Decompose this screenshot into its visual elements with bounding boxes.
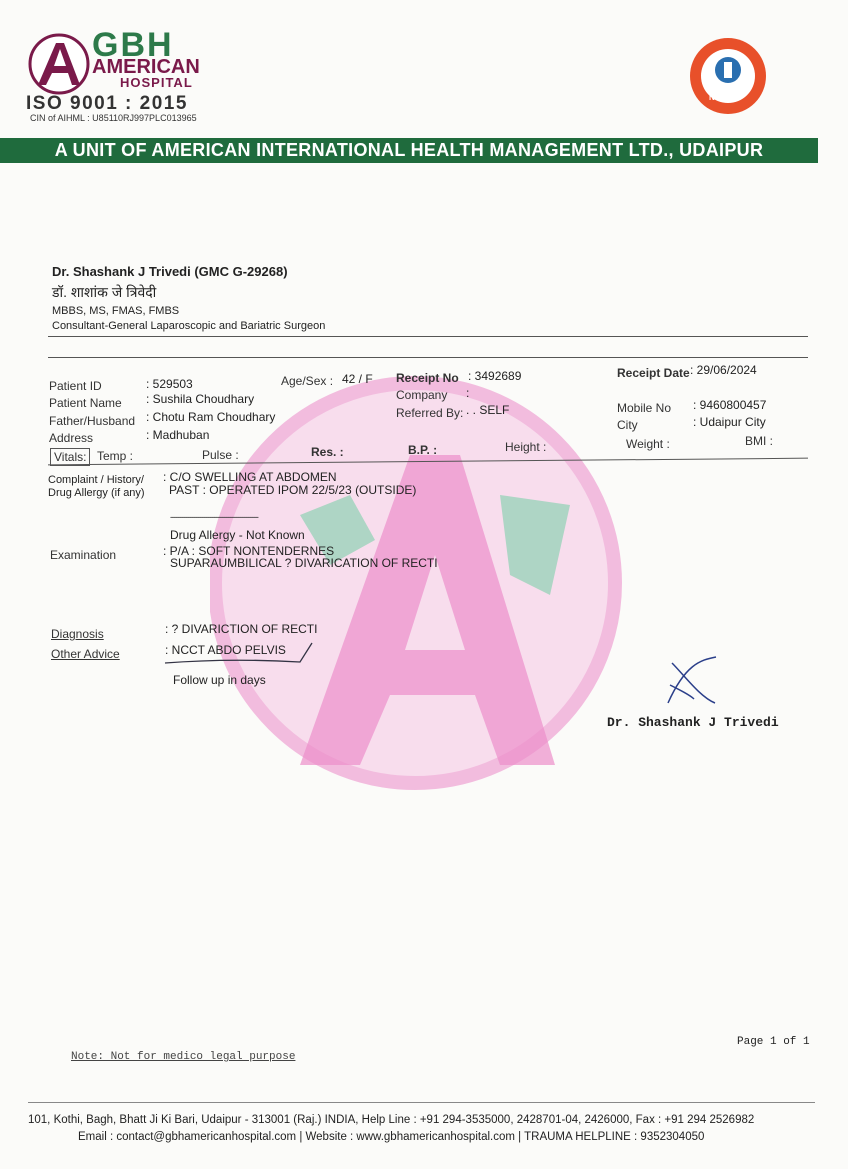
unit-banner: A UNIT OF AMERICAN INTERNATIONAL HEALTH MANAGEMENT LTD., UDAIPUR [0,138,818,163]
address-value: : Madhuban [146,428,210,442]
brand-american: AMERICAN [92,56,200,78]
divider-line [48,336,808,337]
advice-value: : NCCT ABDO PELVIS [165,643,286,657]
iso-certification: ISO 9001 : 2015 [26,93,188,114]
vitals-res: Res. : [311,445,344,459]
complaint-label: Complaint / History/ [48,474,144,486]
company-value: : [466,386,470,400]
footer-contact: Email : contact@gbhamericanhospital.com | Website : www.gbhamericanhospital.com | TRAUMA HELPLINE : 9352304050 [78,1131,705,1143]
divider-dashes: -------------------------------------------- [170,512,258,522]
doctor-name: Dr. Shashank J Trivedi (GMC G-29268) [52,264,288,279]
father-label: Father/Husband [49,414,136,428]
brand-hospital: HOSPITAL [120,75,193,90]
past-history-value: PAST : OPERATED IPOM 22/5/23 (OUTSIDE) [169,483,417,497]
note-text: Note: Not for medico legal purpose [71,1051,296,1063]
agesex-value: 42 / F [342,372,373,386]
examination-value: : P/A : SOFT NONTENDERNES [163,544,335,558]
referred-label: Referred By: [396,406,464,420]
watermark-globe-logo [210,365,630,805]
vitals-weight: Weight : [626,437,670,451]
receipt-date-value: : 29/06/2024 [690,363,757,377]
page-number: Page 1 of 1 [737,1036,810,1048]
receipt-date-label: Receipt Date [617,366,690,380]
advice-label: Other Advice [51,647,120,661]
patient-id-label: Patient ID [49,379,102,393]
mobile-value: : 9460800457 [693,398,767,412]
hospital-logo-icon [28,33,90,95]
examination-value-2: SUPARAUMBILICAL ? DIVARICATION OF RECTI [170,556,438,570]
patient-name-value: : Sushila Choudhary [146,392,255,406]
divider-line [48,357,808,358]
city-value: : Udaipur City [693,415,766,429]
patient-id-value: : 529503 [146,377,193,391]
diagnosis-value: : ? DIVARICTION OF RECTI [165,622,318,636]
cin-number: CIN of AIHML : U85110RJ997PLC013965 [30,113,197,123]
receipt-value: : 3492689 [468,369,522,383]
signature-scribble-icon [660,655,722,707]
vitals-label: Vitals: [50,448,90,466]
vitals-temp: Temp : [97,449,134,463]
vitals-pulse: Pulse : [202,448,239,462]
address-label: Address [49,431,94,445]
father-value: : Chotu Ram Choudhary [146,410,276,424]
vitals-height: Height : [505,440,547,454]
agesex-label: Age/Sex : [281,374,334,388]
doctor-name-hindi: डॉ. शाशांक जे त्रिवेदी [52,284,157,300]
complaint-value: : C/O SWELLING AT ABDOMEN [163,470,337,484]
mobile-label: Mobile No [617,401,672,415]
brand-gbh: GBH [92,26,174,64]
nabh-label: NABH [709,93,737,102]
followup-text: Follow up in days [173,673,266,687]
signature-doctor-name: Dr. Shashank J Trivedi [607,715,779,730]
doctor-degrees: MBBS, MS, FMAS, FMBS [52,305,180,317]
city-label: City [617,418,638,432]
referred-value: . . SELF [466,403,510,417]
footer-line [28,1102,815,1103]
company-label: Company [396,388,448,402]
patient-name-label: Patient Name [49,396,122,410]
pen-mark-icon [160,638,320,668]
receipt-label: Receipt No [396,371,459,385]
vitals-bp: B.P. : [408,443,438,457]
drug-allergy-value: Drug Allergy - Not Known [170,528,305,542]
vitals-bmi: BMI : [745,434,774,448]
nabh-badge-icon [688,36,768,116]
drug-allergy-label: Drug Allergy (if any) [48,487,145,499]
doctor-title: Consultant-General Laparoscopic and Bariatric Surgeon [52,320,326,332]
examination-label: Examination [50,548,117,562]
diagnosis-label: Diagnosis [51,627,104,641]
footer-address: 101, Kothi, Bagh, Bhatt Ji Ki Bari, Udaipur - 313001 (Raj.) INDIA, Help Line : +91 294-3535000, 2428701-04, 2426000, Fax : +91 294 2526982 [28,1114,755,1126]
